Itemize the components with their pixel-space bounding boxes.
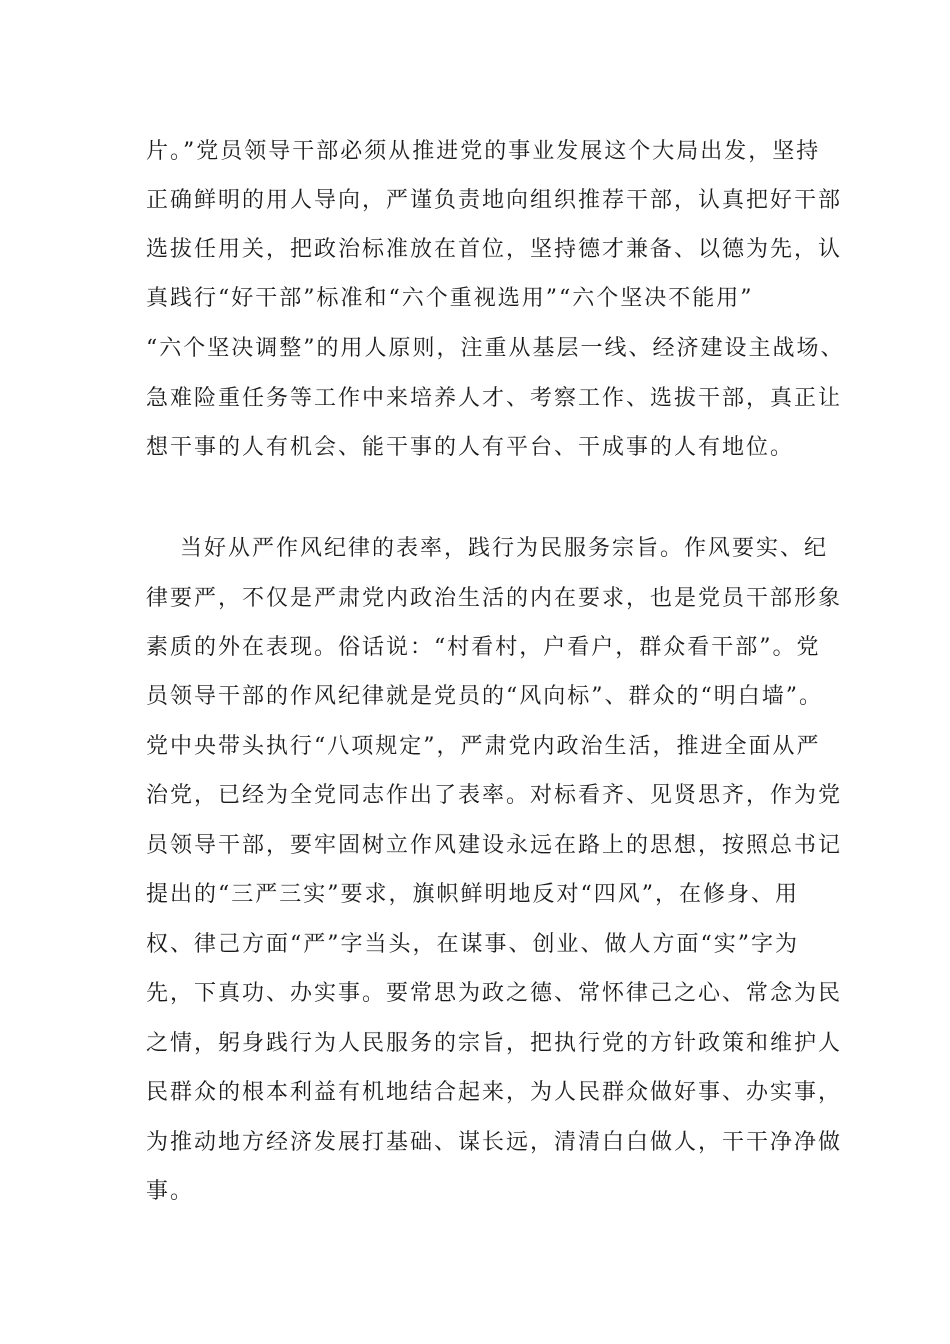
paragraph-1-line-2: 正确鲜明的用人导向，严谨负责地向组织推荐干部，认真把好干部 (146, 188, 843, 213)
paragraph-2-line-4: 员领导干部的作风纪律就是党员的“风向标”、群众的“明白墙”。 (146, 684, 823, 709)
paragraph-2-line-6: 治党，已经为全党同志作出了表率。对标看齐、见贤思齐，作为党 (146, 783, 843, 808)
paragraph-2-line-9: 权、律己方面“严”字当头，在谋事、创业、做人方面“实”字为 (146, 932, 799, 957)
paragraph-1-line-3: 选拔任用关，把政治标准放在首位，坚持德才兼备、以德为先，认 (146, 237, 843, 262)
paragraph-2-line-8: 提出的“三严三实”要求，旗帜鲜明地反对“四风”，在修身、用 (146, 882, 799, 907)
paragraph-2-line-10: 先，下真功、办实事。要常思为政之德、常怀律己之心、常念为民 (146, 981, 843, 1006)
paragraph-2-line-12: 民群众的根本利益有机地结合起来，为人民群众做好事、办实事， (146, 1080, 843, 1105)
paragraph-2-line-7: 员领导干部，要牢固树立作风建设永远在路上的思想，按照总书记 (146, 833, 843, 858)
paragraph-1-line-1: 片。”党员领导干部必须从推进党的事业发展这个大局出发，坚持 (146, 139, 821, 164)
paragraph-2-line-5: 党中央带头执行“八项规定”，严肃党内政治生活，推进全面从严 (146, 734, 821, 759)
paragraph-2-line-2: 律要严，不仅是严肃党内政治生活的内在要求，也是党员干部形象 (146, 586, 843, 611)
paragraph-2-line-13: 为推动地方经济发展打基础、谋长远，清清白白做人，干干净净做 (146, 1130, 843, 1155)
paragraph-2-line-1: 当好从严作风纪律的表率，践行为民服务宗旨。作风要实、纪 (180, 536, 829, 561)
paragraph-2-line-14: 事。 (146, 1179, 195, 1204)
paragraph-1-line-4: 真践行“好干部”标准和“六个重视选用”“六个坚决不能用” (146, 286, 754, 311)
paragraph-1-line-6: 急难险重任务等工作中来培养人才、考察工作、选拔干部，真正让 (146, 386, 843, 411)
paragraph-1-line-7: 想干事的人有机会、能干事的人有平台、干成事的人有地位。 (146, 435, 795, 460)
paragraph-2-line-11: 之情，躬身践行为人民服务的宗旨，把执行党的方针政策和维护人 (146, 1031, 843, 1056)
paragraph-1-line-5: “六个坚决调整”的用人原则，注重从基层一线、经济建设主战场、 (146, 336, 845, 361)
paragraph-2-line-3: 素质的外在表现。俗话说：“村看村，户看户，群众看干部”。党 (146, 635, 821, 660)
